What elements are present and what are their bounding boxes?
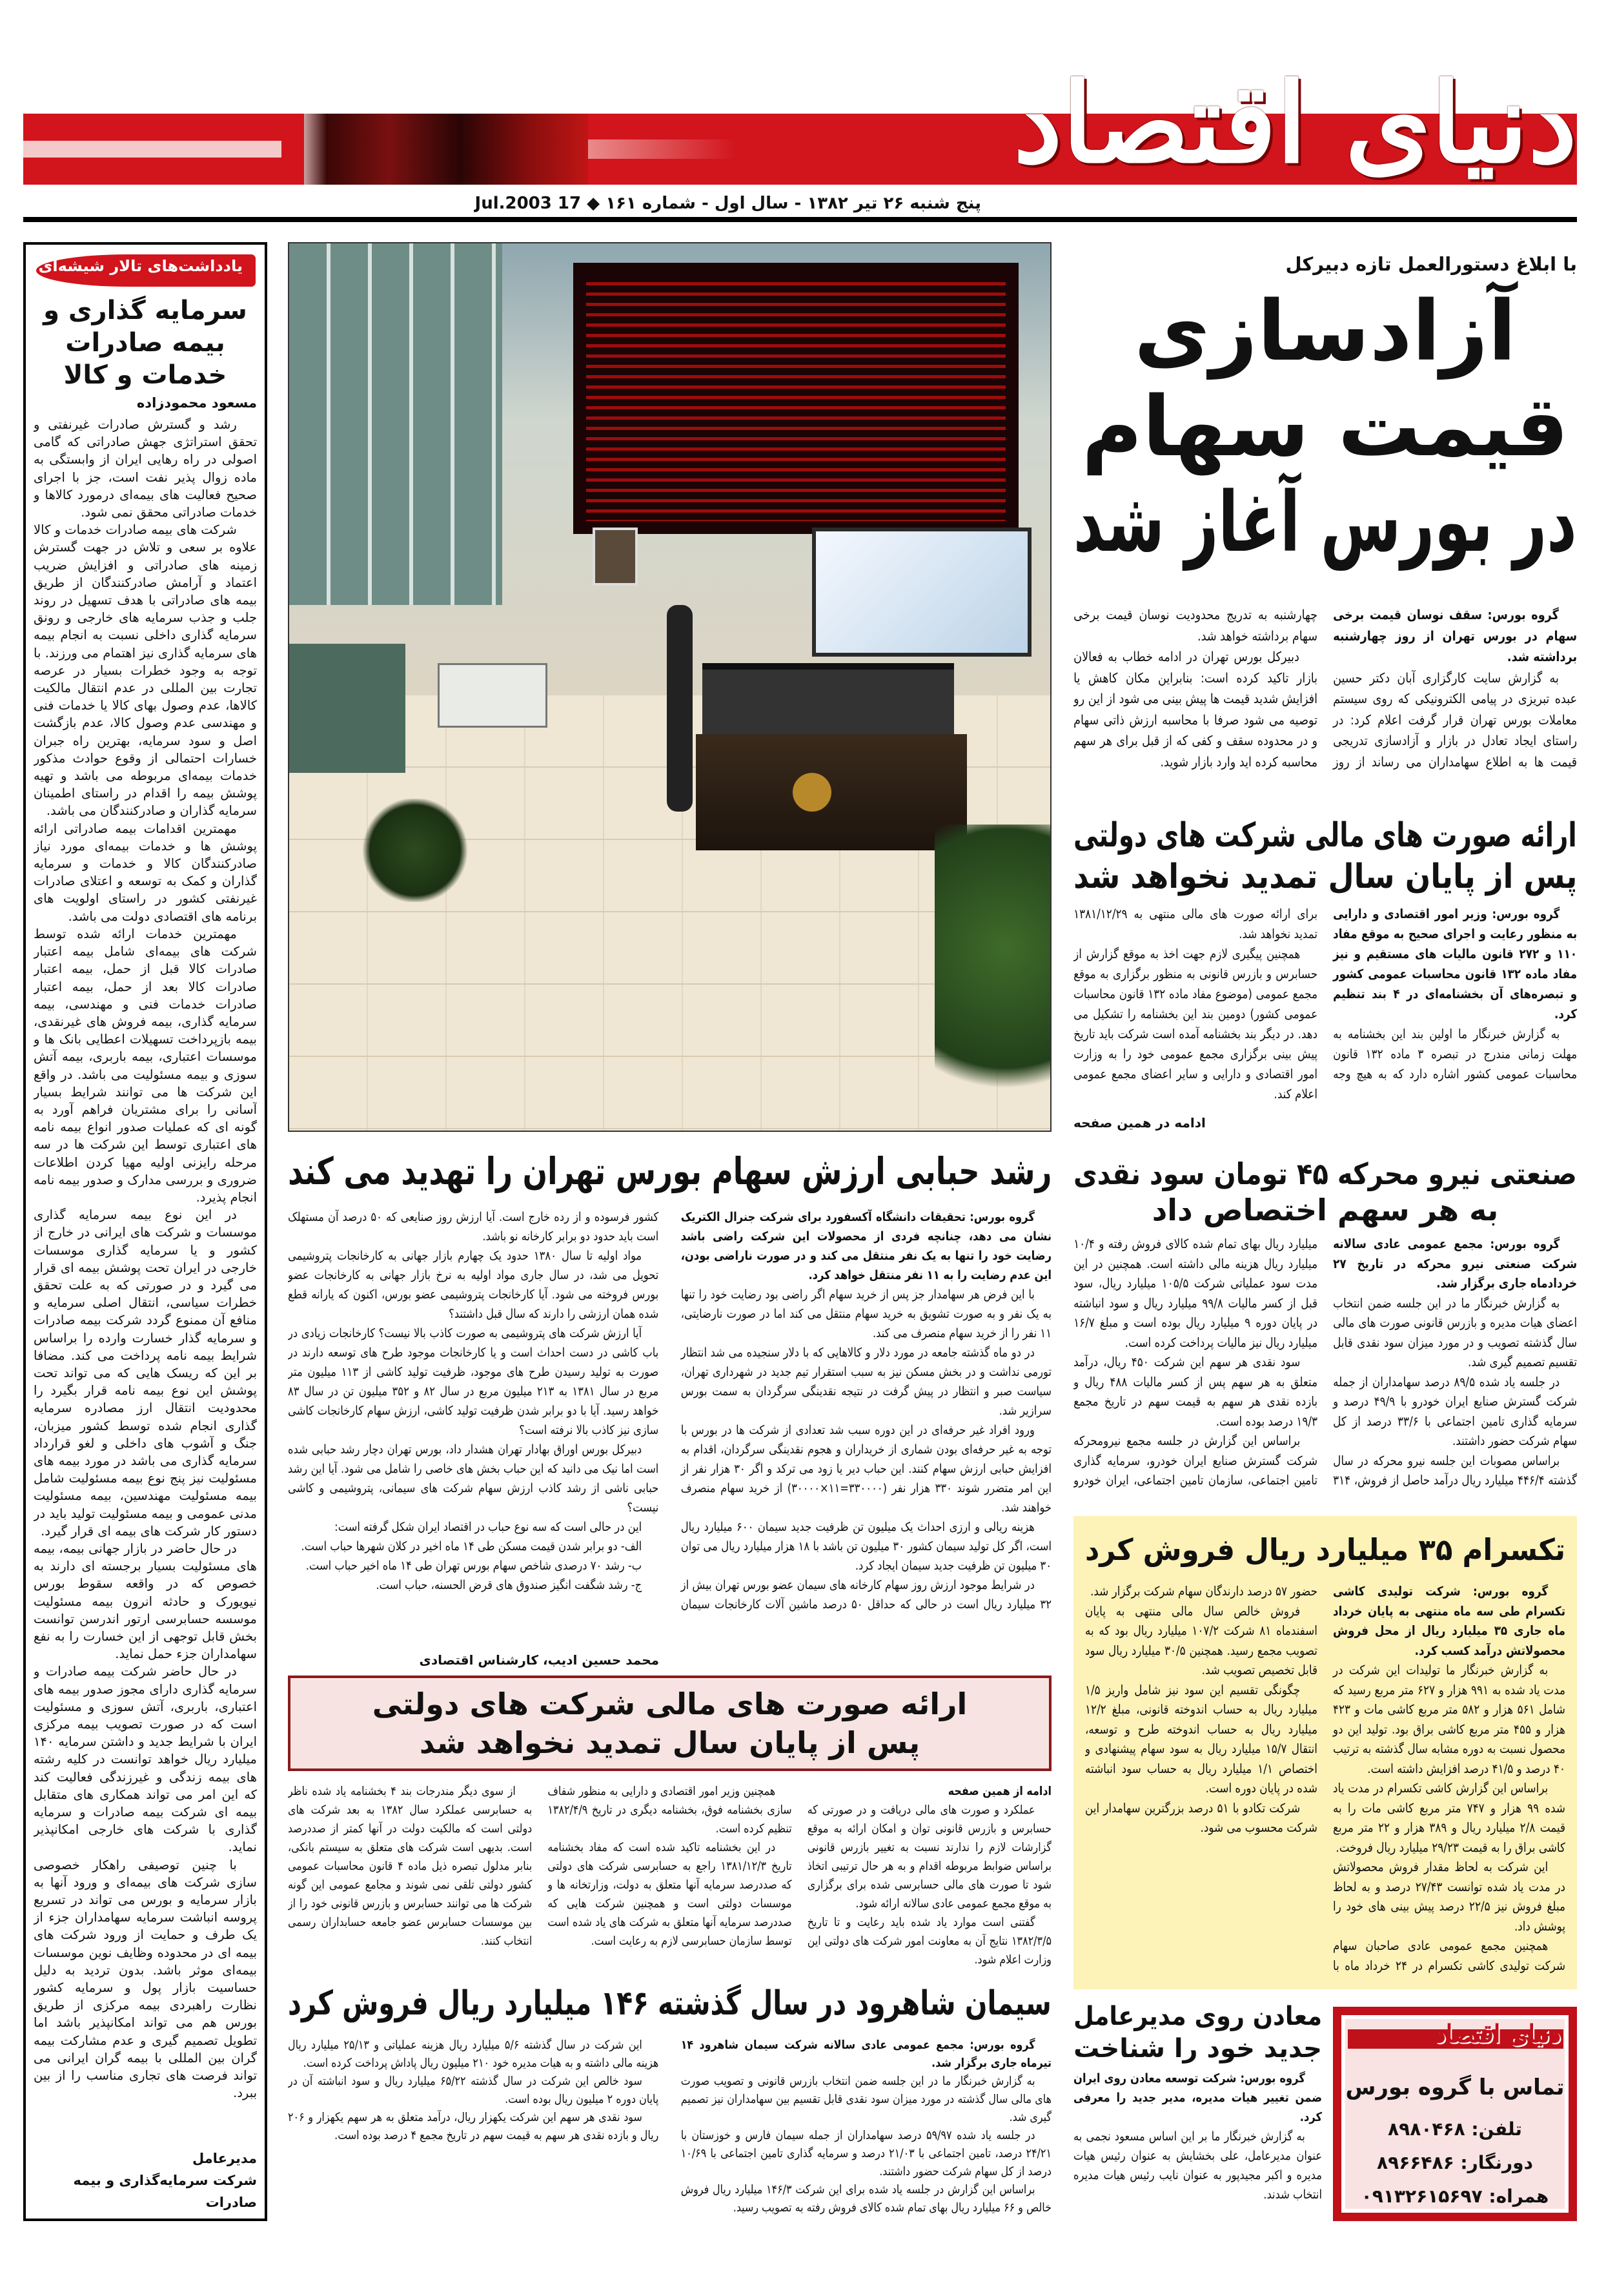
issue-date-line: پنج شنبه ۲۶ تیر ۱۳۸۲ - سال اول - شماره ۱۶۱ ◆ 17 Jul.2003 [474, 194, 981, 213]
lead-headline-line: قیمت سهام [1081, 379, 1569, 475]
continuation-body [288, 1782, 1052, 1969]
cement-body [288, 2036, 1052, 2224]
lead-headline-line: آزادسازی [1133, 283, 1517, 380]
taksram-lead: گروه بورس: شرکت تولیدی کاشی تکسرام طی سه ماه منتهی به پایان خرداد ماه جاری ۳۵ میلیارد ریال از محل فروش محصولاتش درآمد کسب کرد. [1333, 1584, 1565, 1658]
stock-exchange-hall-photo [288, 242, 1052, 1132]
paragraph: براساس این گزارش کاشی تکسرام در مدت یاد شده ۹۹ هزار و ۷۴۷ متر مربع کاشی مات را به قیمت ۲/۸ میلیارد ریال و ۳۸۹ هزار و ۲۲ متر مربع کاشی براق را به قیمت ۲۹/۲۳ میلیارد ریال فروخت. [1333, 1781, 1565, 1855]
signature-org: شرکت سرمایه‌گذاری و بیمه صادرات [73, 2173, 257, 2210]
statements-body [1073, 904, 1577, 1113]
paragraph: به گزارش خبرنگار ما در این جلسه ضمن انتخاب اعضای هیات مدیره و بازرس قانونی صورت های مالی سال گذشته تصویب و در مورد میزان سود نقدی قابل تقسیم تصمیم گیری شد. [1333, 1295, 1577, 1369]
paragraph: به گزارش خبرنگار ما بر این اساس مسعود نجمی به عنوان مدیرعامل، علی بخشایش به عنوان رئیس هیات مدیره و اکبر مجیدپور به عنوان نایب رئیس هیات مدیره انتخاب شدند. [1073, 2129, 1322, 2202]
paragraph: در دو ماه گذشته جامعه در مورد دلار و کالاهایی که با دلار سنجیده می شد انتظار تورمی نداشت و در بخش مسکن نیز به سبب استقرار تیم جدید در شهرداری تهران، سیاست صبر و انتظار در پیش گرفت در نتیجه نقدینگی سرگردان به سمت بورس سرازیر شد. [680, 1346, 1052, 1418]
contact-mobile[interactable]: همراه: ۰۹۱۳۲۶۱۵۶۹۷ [1361, 2186, 1549, 2207]
maaden-headline-line: جدید خود را شناخت [1073, 2034, 1322, 2064]
paragraph: هزینه ریالی و ارزی احداث یک میلیون تن ظرفیت جدید سیمان ۶۰۰ میلیارد ریال است، اگر کل تولید سیمان کشور ۳۰ میلیون تن باشد با ۱۸ هزار میلیارد ریال می توان ۳۰ میلیون تن ظرفیت جدید سیمان ایجاد کرد. [680, 1520, 1052, 1573]
section-label: یادداشت‌های تالار شیشه‌ای [38, 257, 243, 275]
paragraph: مهمترین خدمات ارائه شده توسط شرکت های بیمه‌ای شامل بیمه اعتبار صادرات کالا قبل از حمل، بیمه اعتبار صادرات کالا بعد از حمل، بیمه اعتبار صادرات خدمات فنی و مهندسی، بیمه سرمایه گذاری، بیمه فروش های غیرنقدی، بیمه بازپرداخت تسهیلات اعطایی بانک ها و موسسات اعتباری، بیمه باربری، بیمه آتش سوزی و بیمه مسئولیت می باشد. در واقع این شرکت ها می توانند شرایط بسیار آسانی را برای مشتریان فراهم آورد به گونه ای که عملیات صدور انواع بیمه نامه های اعتباری توسط این شرکت ها در سه مرحله رایزنی اولیه مهیا کردن اطلاعات ضروری و بررسی مدارک و صدور بیمه نامه انجام پذیرد. [34, 926, 257, 1205]
continuation-paragraphs [288, 1782, 1052, 1969]
lead-headline[interactable] [1073, 284, 1577, 571]
maaden-lead: گروه بورس: شرکت توسعه معادن روی ایران ضمن تغییر هیات مدیره، مدیر جدید را معرفی کرد. [1073, 2071, 1322, 2124]
paragraph: این در حالی است که سه نوع حباب در اقتصاد ایران شکل گرفته است: [334, 1520, 642, 1534]
paragraph: دبیرکل بورس اوراق بهادار تهران هشدار داد، بورس تهران دچار رشد حبابی شده است اما نیک می دانید که این حباب بخش های خاصی را شامل می شود. آیا این رشد حبابی ناشی از رشد کاذب ارزش سهام شرکت های سیمانی، پتروشیمی و کاشی نیست؟ [288, 1442, 659, 1515]
lead-story-body [1073, 604, 1577, 805]
paragraph: در شرایط موجود ارزش روز سهام کارخانه های سیمان عضو بورس تهران بیش از ۳۲ میلیارد ریال است در حالی که حداقل ۵۰ درصد ماشین آلات کارخانجات سیمان کشور فرسوده و از رده خارج است. آیا ارزش روز صنایعی که ۵۰ درصد آن مستهلک است باید حدود دو برابر کارخانه نو باشد. [288, 1210, 1052, 1612]
taksram-story [1085, 1530, 1565, 1979]
statements-story [1073, 815, 1577, 1133]
contact-title: تماس با گروه بورس [1345, 2075, 1565, 2100]
paragraph: به گزارش سایت کارگزاری آبان دکتر حسین عبده تبریزی در پیامی الکترونیکی که روی سیستم معاملات بورس تهران قرار گرفت اعلام کرد: در راستای ایجاد تعادل در بازار و آزادسازی تدریجی قیمت ها به اطلاع سهامداران می رساند از روز چهارشنبه به تدریج محدودیت نوسان قیمت برخی سهام برداشته خواهد شد. [1073, 607, 1577, 770]
contact-logo: دنیای اقتصاد [1434, 2019, 1561, 2048]
paragraph: براساس این گزارش در جلسه مجمع نیرومحرکه شرکت گسترش صنایع ایران خودرو، سرمایه گذاری تامین اجتماعی، سازمان تامین اجتماعی، ایران خودرو [1073, 1433, 1317, 1488]
paragraph: در حال حاضر در بازار جهانی بیمه، بیمه های مسئولیت بسیار برجسته ای دارند به خصوص که در واقعه سقوط بورس نیویورک و حادثه انرون بیمه مسئولیت موسسه حسابرسی ارتور اندرسن توانست بخش قابل توجهی از این خسارت را به نفع سهامداران جزء حمل نماید. [34, 1541, 257, 1662]
taksram-body [1085, 1582, 1565, 1979]
paragraph: در این نوع بیمه سرمایه گذاری موسسات و شرکت های ایرانی در خارج از کشور و یا سرمایه گذاری موسسات خارجی در ایران تحت پوشش بیمه ای قرار می گیرد و در صورتی که به علت تحقق خطرات سیاسی، انتقال اصلی سرمایه و منافع آن ممنوع گردد شرکت بیمه صادرات و سرمایه گذار خسارت وارده را براساس شرایط بیمه نامه پرداخت می کند. مضافا بر این که ریسک هایی که می تواند تحت پوشش این نوع بیمه نامه قرار بگیرد را محدودیت انتقال ارز مصادره سرمایه گذاری انجام شده توسط کشور میزبان، جنگ و آشوب های داخلی و لغو قرارداد سرمایه گذاری می باشد در مورد بیمه های مسئولیت نیز پنج نوع بیمه مسئولیت شامل بیمه مسئولیت مهندسین، بیمه مسئولیت مدنی عمومی و بیمه مسئولیت تولید باید در دستور کار شرکت های بیمه ای قرار گیرد. [34, 1207, 257, 1539]
lead-kicker: با ابلاغ دستورالعمل تازه دبیرکل [1285, 253, 1577, 275]
maaden-headline[interactable] [1073, 2000, 1322, 2065]
taksram-highlight-box [1073, 1516, 1577, 1989]
paragraph: در جلسه یاد شده ۸۹/۵ درصد سهامداران از جمله شرکت گسترش صنایع ایران خودرو با ۴۹/۹ درصد و سرمایه گذاری تامین اجتماعی با ۳۳/۶ درصد از کل سهام شرکت حضور داشتند. [1333, 1374, 1577, 1448]
niru-story [1073, 1156, 1577, 1510]
paragraph: الف- دو برابر شدن قیمت مسکن طی ۱۴ ماه اخیر در کلان شهرها حباب است. [301, 1539, 642, 1553]
masthead-stripe [23, 141, 281, 158]
taksram-headline-wrap [1085, 1530, 1565, 1569]
paragraph: گفتنی است موارد یاد شده باید رعایت و تا تاریخ ۱۳۸۲/۳/۵ نتایج آن به معاونت امور شرکت های دولتی این وزارت اعلام شود. [807, 1916, 1052, 1967]
signature-role: مدیرعامل [192, 2151, 257, 2166]
niru-headline-line: به هر سهم اختصاص داد [1152, 1193, 1499, 1227]
paragraph: این شرکت به لحاظ مقدار فروش محصولاتش در مدت یاد شده توانست ۲۷/۴۳ درصد و به لحاظ مبلغ فروش نیز ۲۲/۵ درصد پیش بینی های خود را پوشش داد. [1333, 1860, 1565, 1934]
paragraph: در جلسه یاد شده ۵۹/۹۷ درصد سهامداران از جمله سیمان فارس و خوزستان با ۲۴/۲۱ درصد، تامین اجتماعی با ۲۱/۰۳ درصد و سرمایه گذاری تامین اجتماعی با ۱۰/۶۹ درصد از کل سهام شرکت حضور داشتند. [680, 2129, 1052, 2178]
paragraph: فروش خالص سال مالی منتهی به پایان اسفندماه ۸۱ شرکت ۱۰۷/۲ میلیارد ریال بود که به تصویب مجمع رسید. همچنین ۳۰/۵ میلیارد ریال سود قابل تخصیص تصویب شد. [1085, 1603, 1317, 1677]
continuation-headline-line: پس از پایان سال تمدید نخواهد شد [419, 1725, 920, 1760]
bubble-story [288, 1148, 1052, 1671]
paragraph: آیا ارزش شرکت های پتروشیمی به صورت کاذب بالا نیست؟ کارخانجات زیادی در باب کاشی در دست احداث است و یا کارخانجات موجود طرح های توسعه دارند در صورت به تولید رسیدن طرح های موجود، ظرفیت تولید کاشی از ۱۱۳ میلیون متر مربع در سال ۱۳۸۱ به ۲۱۳ میلیون مربع در سال ۸۲ و ۳۵۲ میلیون تن در سال ۸۳ خواهد رسید. آیا با دو برابر شدن ظرفیت تولید کاشی، ارزش سهام کارخانجات کاشی سازی نیز کاذب بالا نرفته است؟ [288, 1326, 659, 1437]
continuation-headline-line: ارائه صورت های مالی شرکت های دولتی [372, 1686, 968, 1721]
paragraph: براساس این گزارش در جلسه یاد شده برای این شرکت ۱۴۶/۳ میلیارد ریال فروش خالص و ۶۶ میلیارد ریال بهای تمام شده کالای فروش رفته به تصویب رسید. [680, 2183, 1052, 2215]
paragraph: از سوی دیگر مندرجات بند ۴ بخشنامه یاد شده ناظر به حسابرسی عملکرد سال ۱۳۸۲ به بعد شرکت های دولتی است که مالکیت دولت در آنها کمتر از صددرصد است. بدیهی است شرکت های متعلق به سیستم بانکی، بنابر مدلول تبصره ذیل ماده ۴ قانون محاسبات عمومی کشور دولتی تلقی نمی شوند و مجامع عمومی این گونه شرکت ها می توانند حسابرس و بازرس قانونی خود را از بین موسسات حسابرس عضو جامعه حسابداران رسمی انتخاب کنند. [288, 1785, 533, 1948]
bubble-author: محمد حسین ادیب، کارشناس اقتصادی [419, 1652, 659, 1668]
paragraph: به گزارش خبرنگار ما در این جلسه ضمن انتخاب بازرس قانونی و تصویب صورت های مالی سال گذشته در مورد میزان سود نقدی قابل تقسیم بین سهامداران نیز تصمیم گیری شد. [680, 2075, 1052, 2124]
masthead-gradient [588, 139, 737, 159]
paragraph: سود نقدی هر سهم این شرکت ۴۵۰ ریال، درآمد متعلق به هر سهم پس از کسر مالیات ۴۸۸ ریال و بازده نقدی هر سهم به قیمت سهم در تاریخ مجمع ۱۹/۳ درصد بوده است. [1073, 1355, 1317, 1429]
section-ribbon [36, 251, 256, 293]
continuation-label: ادامه از همین صفحه [948, 1785, 1052, 1798]
statements-headline-line: پس از پایان سال تمدید نخواهد شد [1073, 857, 1577, 896]
continuation-headline-box [288, 1676, 1052, 1771]
paragraph: با چنین توصیفی راهکار خصوصی سازی شرکت های بیمه‌ای و ورود آنها به بازار سرمایه و بورس می تواند در تسریع پروسه انباشت سرمایه سهامداران جزء از یک طرف و حمایت از ورود شرکت های بیمه ای در محدوده وظایف نوین موسسات بیمه‌ای موثر باشد. بدون تردید به دلیل حساسیت بازار پول و سرمایه کشور نظارت راهبردی بیمه مرکزی از طریق بورس هم می تواند امکانپذیر باشد اما تطویل تصمیم گیری و عدم مشارکت بیمه گران بین المللی با بیمه گران ایرانی می تواند فرصت های تجاری مناسب را از بین ببرد. [34, 1857, 257, 2101]
opinion-column [34, 294, 257, 2213]
statements-headline[interactable] [1073, 815, 1577, 897]
paragraph: مواد اولیه تا سال ۱۳۸۰ حدود یک چهارم بازار جهانی به کارخانجات پتروشیمی تحویل می شد، در سال جاری مواد اولیه به نرخ بازار جهانی به کارخانجات عضو بورس فروخته می شود. آیا کارخانجات پتروشیمی عضو بورس، اکنون که یارانه قطع شده همان ارزشی را دارند که سال قبل داشتند؟ [288, 1249, 659, 1321]
niru-headline[interactable] [1073, 1156, 1577, 1228]
cement-lead: گروه بورس: مجمع عمومی عادی سالانه شرکت سیمان شاهرود ۱۴ تیرماه جاری برگزار شد. [680, 2038, 1052, 2070]
masthead-divider [23, 217, 1577, 222]
maaden-headline-line: معادن روی مدیرعامل [1073, 2002, 1322, 2031]
paragraph: این شرکت در سال گذشته ۵/۶ میلیارد ریال هزینه عملیاتی و ۲۵/۱۳ میلیارد ریال هزینه مالی داشته و به هیات مدیره خود ۲۱۰ میلیون ریال پاداش پرداخت کرده است. [288, 2038, 659, 2070]
bubble-body [288, 1207, 1052, 1649]
bubble-lead: گروه بورس: تحقیقات دانشگاه آکسفورد برای شرکت جنرال الکتریک نشان می دهد، چنانچه فردی از محصولات این شرکت راضی باشد رضایت خود را تنها به یک نفر منتقل می کند و در صورت ناراضی بودن، این عدم رضایت را به ۱۱ نفر منتقل خواهد کرد. [680, 1210, 1052, 1282]
niru-lead: گروه بورس: مجمع عمومی عادی سالانه شرکت صنعتی نیرو محرکه در تاریخ ۲۷ خردادماه جاری برگزار شد. [1333, 1236, 1577, 1291]
contact-fax[interactable]: دورنگار: ۸۹۶۶۴۸۶ [1377, 2152, 1533, 2173]
paragraph: سود خالص این شرکت در سال گذشته ۶۵/۲۲ میلیارد ریال و سود انباشته آن در پایان دوره ۲ میلیون ریال بوده است. [288, 2075, 659, 2106]
paragraph: همچنین پیگیری لازم جهت اخذ به موقع گزارش از حسابرس و بازرس قانونی به منظور برگزاری به موقع مجمع عمومی (موضوع مفاد ماده ۱۳۲ قانون محاسبات عمومی کشور) دومین بند این بخشنامه را تشکیل می دهد. در دیگر بند بخشنامه آمده است شرکت باید تاریخ پیش بینی برگزاری مجمع عمومی خود را به وزارت امور اقتصادی و دارایی و سایر اعضای مجمع عمومی اعلام کند. [1073, 947, 1317, 1102]
cement-story [288, 1981, 1052, 2224]
opinion-body [34, 416, 257, 2147]
opinion-title[interactable]: سرمایه گذاری و بیمه صادرات خدمات و کالا [43, 296, 247, 390]
paragraph: چگونگی تقسیم این سود نیز شامل واریز ۱/۵ میلیارد ریال به حساب اندوخته قانونی، مبلغ ۱۲/۲ میلیارد ریال به حساب اندوخته طرح و توسعه، انتقال ۱۵/۷ میلیارد ریال به سود سهام پیشنهادی و اختصاص ۱/۱ میلیارد ریال به حساب سود انباشته شده در پایان دوره است. [1085, 1682, 1317, 1796]
taksram-headline[interactable]: تکسرام ۳۵ میلیارد ریال فروش کرد [1084, 1532, 1565, 1567]
paragraph: مهمترین اقدامات بیمه صادراتی ارائه پوشش ها و خدمات بیمه‌ای مورد نیاز صادرکنندگان کالا و خدمات و سرمایه گذاران و کمک به توسعه و اعتلای صادرات غیرنفتی کشور در راستای اولویت های برنامه های اقتصادی دولت می باشد. [34, 821, 257, 924]
lead-paragraph: گروه بورس: سقف نوسان قیمت برخی سهام در بورس تهران از روز چهارشنبه برداشته شد. [1333, 607, 1577, 664]
masthead-photo-strip [304, 114, 588, 185]
statements-headline-line: ارائه صورت های مالی شرکت های دولتی [1073, 816, 1577, 855]
paragraph: ورود افراد غیر حرفه‌ای در این دوره سبب شد تعدادی از شرکت ها در بورس با توجه به غیر حرفه‌ای بودن شماری از خریداران و هجوم نقدینگی سرگردان، اقدام به افزایش حبابی ارزش سهام کنند. این حباب دیر یا زود می ترکد و اگر ۳۰ هزار نفر از این امر متضرر شوند ۳۳۰ هزار نفر (۳۳۰۰۰۰=۱۱×۳۰۰۰۰) از خرید سهام منصرف خواهند شد. [680, 1423, 1052, 1515]
paragraph: رشد و گسترش صادرات غیرنفتی و تحقق استراتژی جهش صادراتی که گامی اصولی در راه رهایی ایران از وابستگی به ماده زوال پذیر نفت است، جز با اجرای صحیح فعالیت های بیمه‌ای درمورد کالاها و خدمات صادراتی محقق نمی شود. [34, 417, 257, 520]
paragraph: ب- رشد ۷۰ درصدی شاخص سهام بورس تهران طی ۱۴ ماه اخیر حباب است. [305, 1559, 642, 1573]
bubble-headline[interactable]: رشد حبابی ارزش سهام بورس تهران را تهدید می کند [287, 1149, 1052, 1193]
paragraph: شرکت های بیمه صادرات خدمات و کالا علاوه بر سعی و تلاش در جهت گسترش زمینه های صادراتی و افزایش ضریب اعتماد و آرامش صادرکنندگان از طریق بیمه های صادراتی با هدف تسهیل در روند جلب و جذب سرمایه های خارجی و رونق سرمایه گذاری داخلی نسبت به انجام بیمه های سرمایه گذاری نیز اهتمام می ورزند. با توجه به وجود خطرات بسیار در عرصه تجارت بین المللی در عدم انتقال مالکیت کالاها، عدم وصول بهای کالا یا خدمات فنی و مهندسی عدم وصول کالا، عدم بازگشت اصل و سود سرمایه، بهترین راه جبران خسارات احتمالی از وقوع حوادث مذکور خدمات بیمه‌ای مربوطه می باشد و تهیه پوشش بیمه را اقدام در راستای اطمینان سرمایه گذاران و صادرکنندگان می باشد. [34, 522, 257, 819]
statements-lead: گروه بورس: وزیر امور اقتصادی و دارایی به منظور رعایت و اجرای صحیح به موقع مفاد ۱۱۰ و ۲۷۲ قانون مالیات های مستقیم و نیز مفاد ماده ۱۳۲ قانون محاسبات عمومی کشور و تبصره‌های آن بخشنامه‌ای در ۴ بند تنظیم کرد. [1333, 907, 1577, 1021]
continuation-headline[interactable] [290, 1685, 1049, 1762]
contact-box [1333, 2007, 1577, 2221]
paragraph: براساس مصوبات این جلسه نیرو محرکه در سال گذشته ۴۴۶/۴ میلیارد ریال درآمد حاصل از فروش، ۳۱۴ میلیارد ریال بهای تمام شده کالای فروش رفته و ۱۰/۴ میلیارد ریال هزینه مالی داشته است. همچنین در این مدت سود عملیاتی شرکت ۱۰۵/۵ میلیارد ریال، سود قبل از کسر مالیات ۹۹/۸ میلیارد ریال و سود انباشته در پایان دوره ۹ میلیارد ریال بوده است و مبلغ ۱۶/۷ میلیارد ریال نیز مالیات پرداخت کرده است. [1073, 1236, 1577, 1488]
paragraph: عملکرد و صورت های مالی دریافت و در صورتی که حسابرس و بازرس قانونی توان و امکان ارائه به موقع گزارشات لازم را ندارند نسبت به تغییر بازرس قانونی براساس ضوابط مربوطه اقدام و به هر حال ترتیبی اتخاذ شود تا صورت های مالی حسابرسی شده برای برگزاری به موقع مجمع عمومی عادی سالانه ارائه شود. [807, 1803, 1052, 1911]
paragraph: همچنین وزیر امور اقتصادی و دارایی به منظور شفاف سازی بخشنامه فوق، بخشنامه دیگری در تاریخ ۱۳۸۲/۴/۹ تنظیم کرده است. [547, 1785, 792, 1836]
paragraph: در این بخشنامه تاکید شده است که مفاد بخشنامه تاریخ ۱۳۸۱/۱۲/۳ راجع به حسابرسی شرکت های دولتی که صددرصد سرمایه آنها متعلق به دولت، وزارتخانه ها و موسسات دولتی است و همچنین شرکت هایی که صددرصد سرمایه آنها متعلق به شرکت های یاد شده است توسط سازمان حسابرسی لازم به رعایت است. [547, 1841, 792, 1948]
opinion-author: مسعود محمودزاده [136, 395, 257, 411]
lead-headline-line: در بورس آغاز شد [1073, 475, 1577, 571]
paragraph: به گزارش خبرنگار ما اولین بند این بخشنامه به مهلت زمانی مندرج در تبصره ۳ ماده ۱۳۲ قانون محاسبات عمومی کشور اشاره دارد که به هیچ وجه برای ارائه صورت های مالی منتهی به ۱۳۸۱/۱۲/۲۹ تمدید نخواهد شد. [1073, 907, 1577, 1081]
paragraph: با این فرض هر سهامدار جز پس از خرید سهام اگر راضی بود رضایت خود را تنها به یک نفر و به صورت تشویق به خرید سهام منتقل می کند اما در صورت نارضایتی، ۱۱ نفر را از خرید سهام منصرف می کند. [680, 1287, 1052, 1340]
bubble-headline-wrap [288, 1148, 1052, 1194]
niru-headline-line: صنعتی نیرو محرکه ۴۵ تومان سود نقدی [1073, 1156, 1577, 1191]
cement-headline-wrap [288, 1981, 1052, 2026]
paragraph: دبیرکل بورس تهران در ادامه خطاب به فعالان بازار تاکید کرده است: بنابراین مکان کاهش یا افزایش شدید قیمت ها پیش بینی می شود از این رو توصیه می شود صرفا با محاسبه ارزش ذاتی سهام و در محدوده سقف و کفی که از قبل برای هر سهم محاسبه کرده اید وارد بازار شوید. [1073, 649, 1317, 770]
paragraph: همچنین مجمع عمومی عادی صاحبان سهام شرکت تولیدی کاشی تکسرام در ۲۴ خرداد ماه با حضور ۵۷ درصد دارندگان سهام شرکت برگزار شد. [1090, 1584, 1565, 1973]
continued-link[interactable]: ادامه در همین صفحه [1073, 1115, 1206, 1131]
contact-phone[interactable]: تلفن: ۸۹۸۰۴۶۸ [1388, 2118, 1522, 2140]
paragraph: شرکت تکادو با ۵۱ درصد بزرگترین سهامدار این شرکت محسوب می شود. [1085, 1800, 1317, 1835]
cement-headline[interactable]: سیمان شاهرود در سال گذشته ۱۴۶ میلیارد ریال فروش کرد [288, 1984, 1052, 2023]
paragraph: در حال حاضر شرکت بیمه صادرات و سرمایه گذاری دارای مجوز صدور بیمه های اعتباری، باربری، آتش سوزی و مسئولیت است که در صورت تصویب بیمه مرکزی ایران با شرایط جدید و داشتن سرمایه ۱۴۰ میلیارد ریال خواهد توانست در کلیه رشته های بیمه زندگی و غیرزندگی فعالیت کند که این امر می تواند همکاری های متقابل بیمه ای شرکت بیمه صادرات و سرمایه گذاری با شرکت های خارجی امکانپذیر نماید. [34, 1664, 257, 1855]
paragraph: سود نقدی هر سهم این شرکت یکهزار ریال، درآمد متعلق به هر سهم یکهزار و ۲۰۶ ریال و بازده نقدی هر سهم به قیمت سهم در تاریخ مجمع ۴ درصد بوده است. [288, 2111, 659, 2142]
maaden-story [1073, 2000, 1322, 2223]
maaden-body [1073, 2069, 1322, 2223]
newspaper-logo[interactable]: دنیای اقتصاد [1013, 59, 1577, 188]
paragraph: به گزارش خبرنگار ما تولیدات این شرکت در مدت یاد شده به ۹۹۱ هزار و ۶۲۷ متر مربع رسید که شامل ۵۶۱ هزار و ۵۸۲ متر مربع کاشی مات و ۴۲۳ هزار و ۴۵۵ متر مربع کاشی براق بود. تولید این دو محصول نسبت به دوره مشابه سال گذشته به ترتیب ۴۰ درصد و ۴۱/۵ درصد افزایش داشته است. [1333, 1663, 1565, 1776]
paragraph: ج- رشد شگفت انگیز صندوق های قرض الحسنه، حباب است. [376, 1578, 642, 1592]
niru-body [1073, 1235, 1577, 1510]
